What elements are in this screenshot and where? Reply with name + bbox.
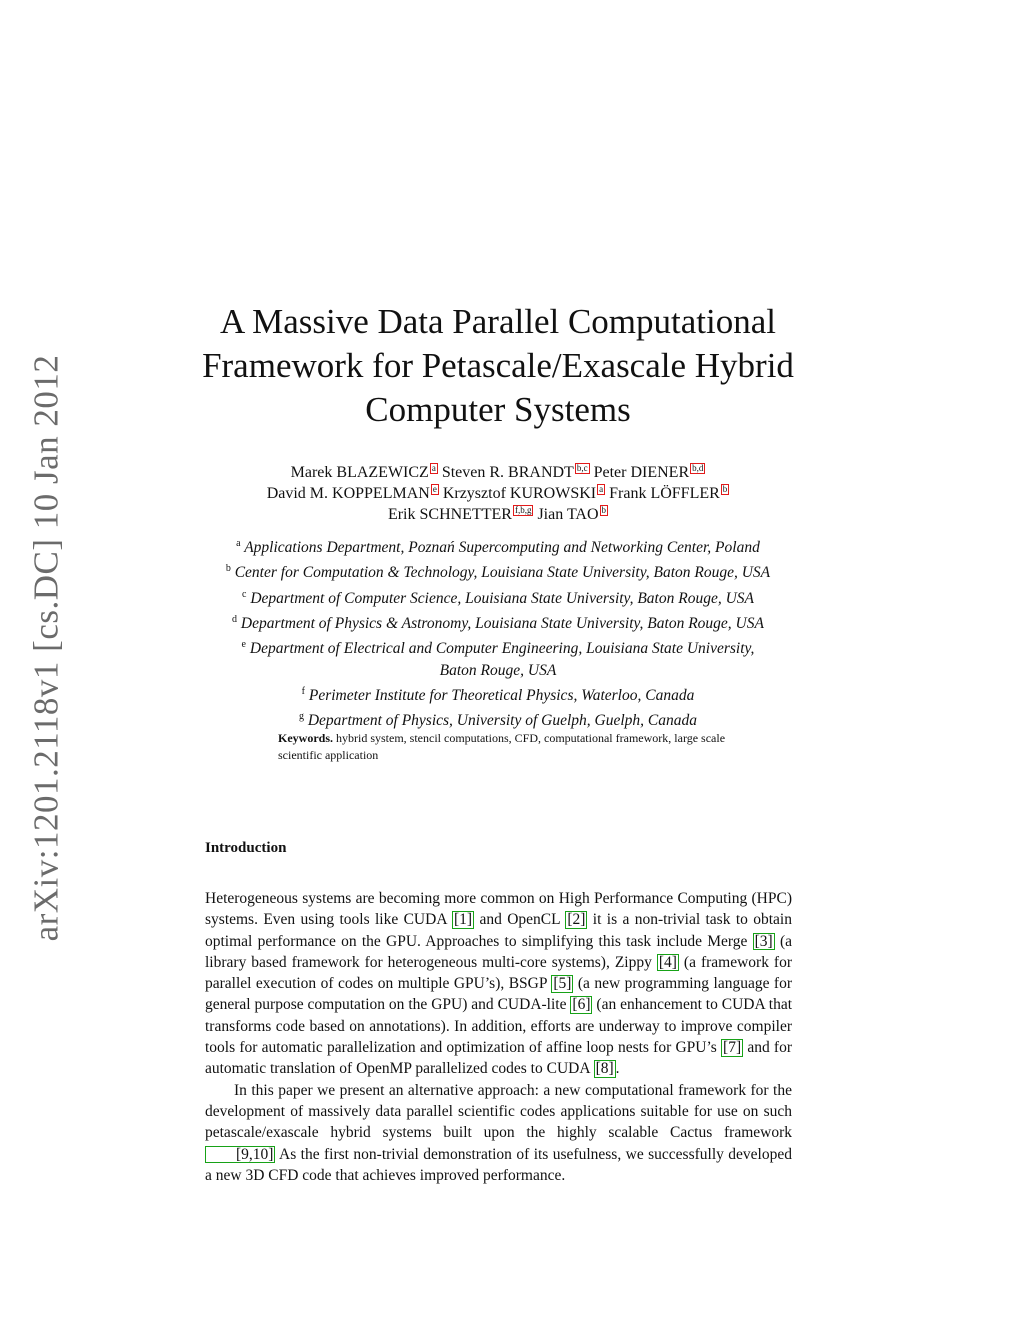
- affiliation-ref-link[interactable]: a: [431, 463, 436, 473]
- author-name: Marek BLAZEWICZ: [290, 464, 429, 481]
- citation-link[interactable]: [6]: [572, 996, 591, 1014]
- affiliation-ref-link[interactable]: a: [599, 484, 604, 494]
- title-line: Framework for Petascale/Exascale Hybrid: [202, 346, 794, 385]
- affiliation-text: Department of Physics & Astronomy, Louisiana State University, Baton Rouge, USA: [240, 615, 764, 633]
- affiliation-key: f: [301, 686, 305, 697]
- affiliation-ref-link[interactable]: f,b,g: [514, 505, 532, 515]
- affiliation-key: e: [241, 639, 246, 651]
- affiliation-key: d: [232, 614, 238, 626]
- paragraph: [205, 888, 792, 1080]
- arxiv-sidebar-stamp: [20, 354, 72, 941]
- affiliation-item: [180, 609, 816, 634]
- text-run: it is a non-trivial task to obtain optimal performance on the GPU. Approaches to simplifying this task include Merge: [205, 911, 792, 950]
- text-run: In this paper we present an alternative approach: a new computational framework for the development of massively data parallel scientific codes applications suitable for use on such petascale/exascale hybrid systems built upon the highly scalable Cactus framework: [205, 1081, 792, 1142]
- title-line: A Massive Data Parallel Computational: [219, 302, 776, 341]
- author-name: Jian TAO: [537, 506, 599, 523]
- keywords-block: [278, 730, 726, 764]
- affiliation-ref-link[interactable]: b,d: [692, 463, 704, 473]
- author-line: [180, 483, 816, 504]
- author-name: Peter DIENER: [593, 464, 690, 481]
- affiliation-text: Applications Department, Poznań Supercomputing and Networking Center, Poland: [244, 539, 760, 557]
- affiliation-item: [180, 634, 816, 681]
- text-run: (an enhancement to CUDA that transforms code based on annotations). In addition, efforts are underway to improve compiler tools for automatic parallelization and optimization of affine loop nests for GPU’s: [205, 996, 793, 1057]
- text-run: and OpenCL: [474, 911, 566, 929]
- affiliation-list: [180, 533, 816, 732]
- citation-link[interactable]: [1]: [454, 911, 473, 929]
- citation-link[interactable]: [3]: [754, 932, 773, 950]
- affiliation-ref-link[interactable]: e: [432, 484, 437, 494]
- affiliation-item: [180, 558, 816, 583]
- author-line: [180, 462, 816, 483]
- text-run: .: [615, 1060, 620, 1078]
- author-name: Frank LÖFFLER: [609, 485, 720, 502]
- affiliation-ref-link[interactable]: b: [601, 505, 607, 515]
- affiliation-item: [180, 706, 816, 731]
- arxiv-identifier: arXiv:1201.2118v1 [cs.DC] 10 Jan 2012: [26, 354, 66, 941]
- author-line: [180, 504, 816, 525]
- citation-link[interactable]: [4]: [658, 953, 677, 971]
- text-run: (a library based framework for heterogeneous multi-core systems), Zippy: [205, 932, 792, 971]
- paper-title: [180, 300, 816, 432]
- author-name: Erik SCHNETTER: [387, 506, 512, 523]
- affiliation-text: Department of Electrical and Computer Engineering, Louisiana State University, Baton Rouge, USA: [249, 640, 755, 679]
- affiliation-key: b: [225, 563, 231, 575]
- section-heading-introduction: Introduction: [205, 840, 287, 856]
- citation-link[interactable]: [5]: [553, 975, 572, 993]
- citation-link[interactable]: [8]: [595, 1060, 614, 1078]
- text-run: (a framework for parallel execution of codes on multiple GPU’s), BSGP: [205, 953, 793, 993]
- affiliation-text: Center for Computation & Technology, Louisiana State University, Baton Rouge, USA: [234, 564, 771, 582]
- affiliation-key: a: [236, 538, 241, 549]
- keywords-text: hybrid system, stencil computations, CFD, computational framework, large scale scientific application: [278, 731, 726, 762]
- affiliation-key: g: [298, 711, 304, 723]
- citation-link[interactable]: [7]: [723, 1039, 742, 1057]
- citation-link[interactable]: [9,10]: [205, 1146, 275, 1164]
- author-name: Krzysztof KUROWSKI: [442, 485, 597, 502]
- text-run: and for automatic translation of OpenMP parallelized codes to CUDA: [205, 1039, 792, 1078]
- title-line: Computer Systems: [365, 390, 631, 429]
- citation-link[interactable]: [2]: [567, 911, 586, 929]
- text-run: As the first non-trivial demonstration of its usefulness, we successfully developed a new 3D CFD code that achieves improved performance.: [205, 1145, 792, 1184]
- affiliation-item: [180, 584, 816, 609]
- introduction-body: [205, 888, 792, 1186]
- affiliation-text: Department of Physics, University of Guelph, Guelph, Canada: [307, 712, 698, 730]
- author-name: David M. KOPPELMAN: [266, 485, 430, 502]
- affiliation-text: Department of Computer Science, Louisiana State University, Baton Rouge, USA: [250, 589, 754, 607]
- affiliation-ref-link[interactable]: b,c: [576, 463, 588, 473]
- keywords-label: Keywords.: [278, 731, 333, 745]
- author-list: [180, 462, 816, 525]
- affiliation-item: [180, 681, 816, 706]
- text-run: Heterogeneous systems are becoming more common on High Performance Computing (HPC) systems. Even using tools like CUDA: [205, 890, 792, 929]
- affiliation-key: c: [241, 588, 247, 600]
- author-name: Steven R. BRANDT: [441, 464, 574, 481]
- affiliation-text: Perimeter Institute for Theoretical Physics, Waterloo, Canada: [308, 687, 695, 705]
- paragraph: [205, 1080, 792, 1186]
- text-run: (a new programming language for general purpose computation on the GPU) and CUDA-lite: [205, 975, 792, 1014]
- affiliation-ref-link[interactable]: b: [722, 484, 728, 494]
- affiliation-item: [180, 533, 816, 558]
